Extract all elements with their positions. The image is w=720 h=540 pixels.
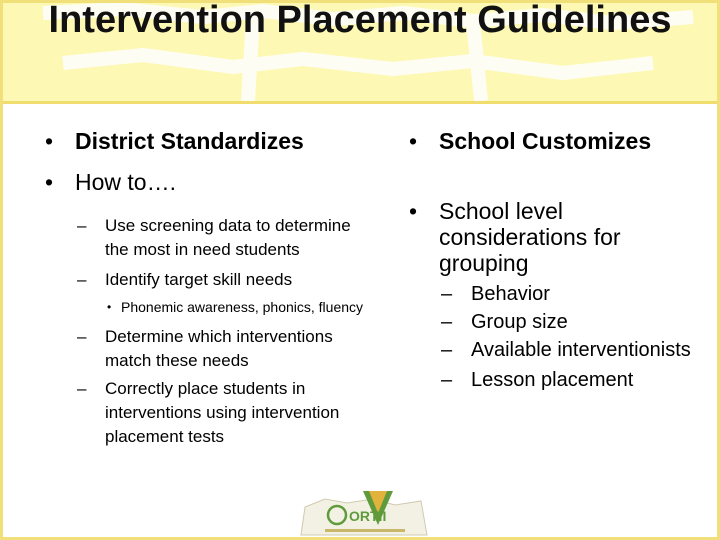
list-item xyxy=(401,310,701,334)
bullet-icon: • xyxy=(107,300,112,314)
dash-bullet-icon: – xyxy=(441,339,453,361)
dash-bullet-icon: – xyxy=(77,270,87,289)
left-column xyxy=(45,128,365,449)
dash-bullet-icon: – xyxy=(441,369,453,391)
list-item-text: Correctly place students in interventions using intervention placement tests xyxy=(105,379,340,446)
list-item xyxy=(45,128,365,155)
list-item-text: Determine which interventions match these needs xyxy=(105,327,333,370)
list-item-text: Available interventionists xyxy=(471,339,691,361)
list-item xyxy=(401,282,701,306)
list-item-text: Phonemic awareness, phonics, fluency xyxy=(121,299,364,315)
logo-text: ORTII xyxy=(349,508,387,524)
bullet-icon: • xyxy=(409,128,418,154)
list-item-text: Behavior xyxy=(471,283,550,305)
list-item-text: Identify target skill needs xyxy=(105,270,293,289)
bullet-icon: • xyxy=(409,198,418,224)
right-point: School level considerations for grouping xyxy=(439,198,621,276)
list-item-text: Lesson placement xyxy=(471,369,634,391)
page-title: Intervention Placement Guidelines xyxy=(48,3,672,41)
bullet-icon: • xyxy=(45,169,54,195)
list-item xyxy=(45,169,365,196)
list-item xyxy=(45,325,365,373)
dash-bullet-icon: – xyxy=(77,216,87,235)
left-heading: District Standardizes xyxy=(75,128,304,154)
right-column xyxy=(401,128,701,392)
list-item xyxy=(45,298,365,317)
list-item xyxy=(401,198,701,276)
list-item-text: Use screening data to determine the most in need students xyxy=(105,216,351,259)
list-item xyxy=(401,338,701,362)
dash-bullet-icon: – xyxy=(441,311,453,333)
list-item xyxy=(45,214,365,262)
list-item xyxy=(401,368,701,392)
bullet-icon: • xyxy=(45,128,54,154)
list-item-text: Group size xyxy=(471,311,568,333)
list-item xyxy=(45,377,365,449)
dash-bullet-icon: – xyxy=(441,283,453,305)
title-band xyxy=(3,3,717,104)
oregon-rti-logo-icon xyxy=(295,485,435,539)
dash-bullet-icon: – xyxy=(77,379,87,398)
list-item xyxy=(401,128,701,154)
dash-bullet-icon: – xyxy=(77,327,87,346)
left-subheading: How to…. xyxy=(75,169,176,195)
list-item xyxy=(45,268,365,292)
right-heading: School Customizes xyxy=(439,128,652,154)
